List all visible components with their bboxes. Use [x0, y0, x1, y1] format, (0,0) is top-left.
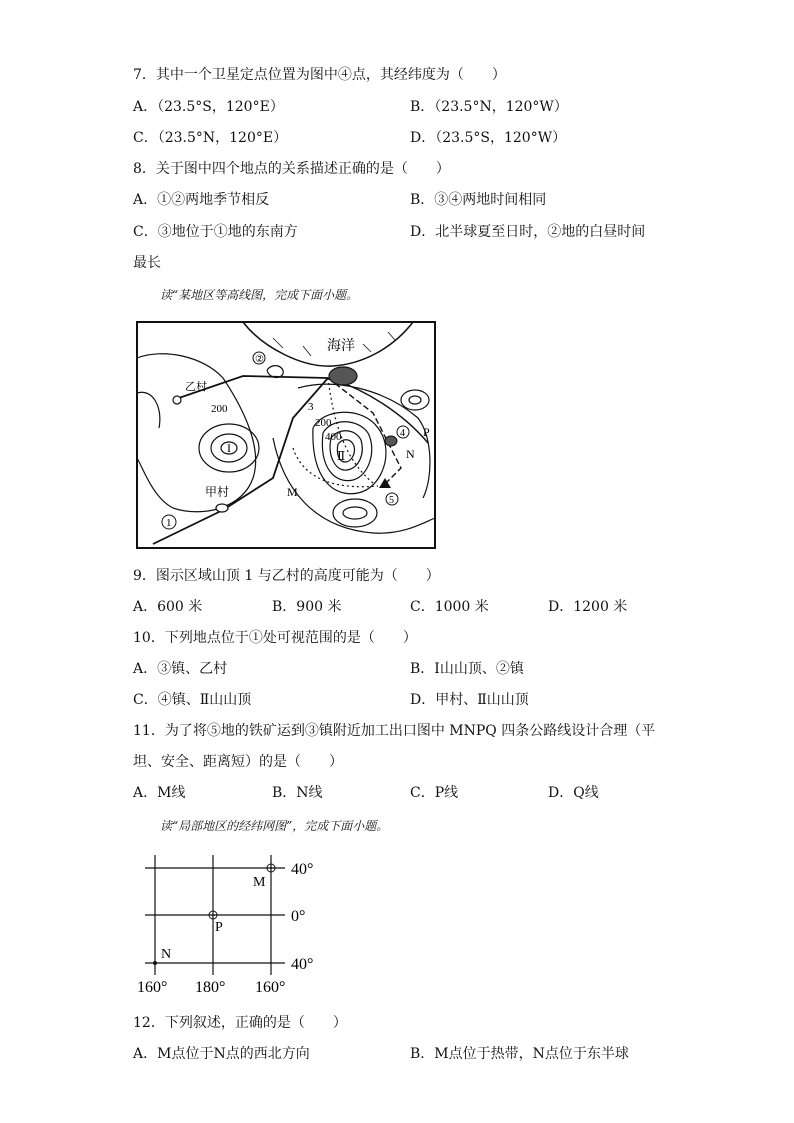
map-label-200-center: 200 — [315, 417, 332, 429]
q7-option-b: B．（23.5°N，120°W） — [410, 99, 568, 115]
map-label-4: 4 — [400, 428, 405, 439]
contour-map-figure — [133, 318, 439, 552]
map-label-yi-village: 乙村 — [185, 381, 207, 393]
q7-option-c: C．（23.5°N，120°E） — [133, 130, 288, 146]
q9-stem: 9．图示区域山顶 1 与乙村的高度可能为（ ） — [133, 568, 440, 584]
point-n-marker — [153, 961, 157, 965]
q9-option-b: B．900 米 — [272, 599, 342, 615]
lat-label-mid: 0° — [291, 908, 306, 925]
q10-option-b: B．Ⅰ山山顶、②镇 — [410, 661, 524, 677]
q12-stem: 12．下列叙述，正确的是（ ） — [133, 1015, 347, 1031]
q10-option-c: C．④镇、Ⅱ山山顶 — [133, 692, 252, 708]
q8-option-d-cont: 最长 — [133, 255, 161, 271]
map-label-1: 1 — [166, 517, 172, 529]
map-label-N: N — [406, 447, 415, 461]
q8-option-c: C．③地位于①地的东南方 — [133, 224, 298, 240]
q8-option-b: B．③④两地时间相同 — [410, 192, 547, 208]
map-label-sea: 海洋 — [327, 339, 355, 354]
q7-option-a: A．（23.5°S，120°E） — [133, 99, 284, 115]
grid-label-P: P — [215, 920, 223, 935]
graticule-figure — [133, 850, 333, 1000]
intro-contour-map: 读“某地区等高线图，完成下面小题。 — [160, 288, 359, 302]
lon-label-left: 160° — [137, 979, 168, 996]
q11-stem-cont: 坦、安全、距离短）的是（ ） — [133, 754, 343, 770]
map-label-M: M — [287, 485, 298, 499]
q11-stem: 11．为了将⑤地的铁矿运到③镇附近加工出口图中 MNPQ 四条公路线设计合理（平 — [133, 723, 656, 739]
q11-option-a: A．M线 — [133, 785, 186, 801]
q11-option-b: B．N线 — [272, 785, 323, 801]
map-label-P: P — [423, 425, 430, 439]
q8-option-d: D．北半球夏至日时，②地的白昼时间 — [410, 224, 646, 240]
lon-label-right: 160° — [255, 979, 286, 996]
q10-option-a: A．③镇、乙村 — [133, 661, 228, 677]
intro-graticule-map: 读“局部地区的经纬网图”，完成下面小题。 — [160, 819, 389, 833]
map-label-I: I — [227, 441, 231, 455]
map-label-200-left: 200 — [211, 403, 228, 415]
map-label-jia-village: 甲村 — [205, 485, 230, 499]
q12-option-b: B．M点位于热带，N点位于东半球 — [410, 1046, 629, 1062]
lon-label-mid: 180° — [195, 979, 226, 996]
q11-option-c: C．P线 — [410, 785, 459, 801]
q11-option-d: D．Q线 — [548, 785, 599, 801]
q10-option-d: D．甲村、Ⅱ山山顶 — [410, 692, 529, 708]
map-label-400: 400 — [325, 431, 342, 443]
q8-stem: 8．关于图中四个地点的关系描述正确的是（ ） — [133, 161, 450, 177]
grid-label-N: N — [161, 947, 172, 962]
map-label-2: ② — [255, 354, 264, 365]
q7-stem: 7．其中一个卫星定点位置为图中④点，其经纬度为（ ） — [133, 67, 506, 83]
grid-label-M: M — [253, 875, 266, 890]
q9-option-d: D．1200 米 — [548, 599, 628, 615]
q7-option-d: D．（23.5°S，120°W） — [410, 130, 567, 146]
lat-label-bot: 40° — [291, 956, 314, 973]
lat-label-top: 40° — [291, 861, 314, 878]
map-label-II: Ⅱ — [337, 449, 346, 463]
q9-option-a: A．600 米 — [133, 599, 203, 615]
map-label-5: 5 — [389, 495, 394, 506]
q10-stem: 10．下列地点位于①处可视范围的是（ ） — [133, 630, 417, 646]
q8-option-a: A．①②两地季节相反 — [133, 192, 270, 208]
q9-option-c: C．1000 米 — [410, 599, 489, 615]
map-label-3: 3 — [308, 401, 314, 413]
q12-option-a: A．M点位于N点的西北方向 — [133, 1046, 310, 1062]
